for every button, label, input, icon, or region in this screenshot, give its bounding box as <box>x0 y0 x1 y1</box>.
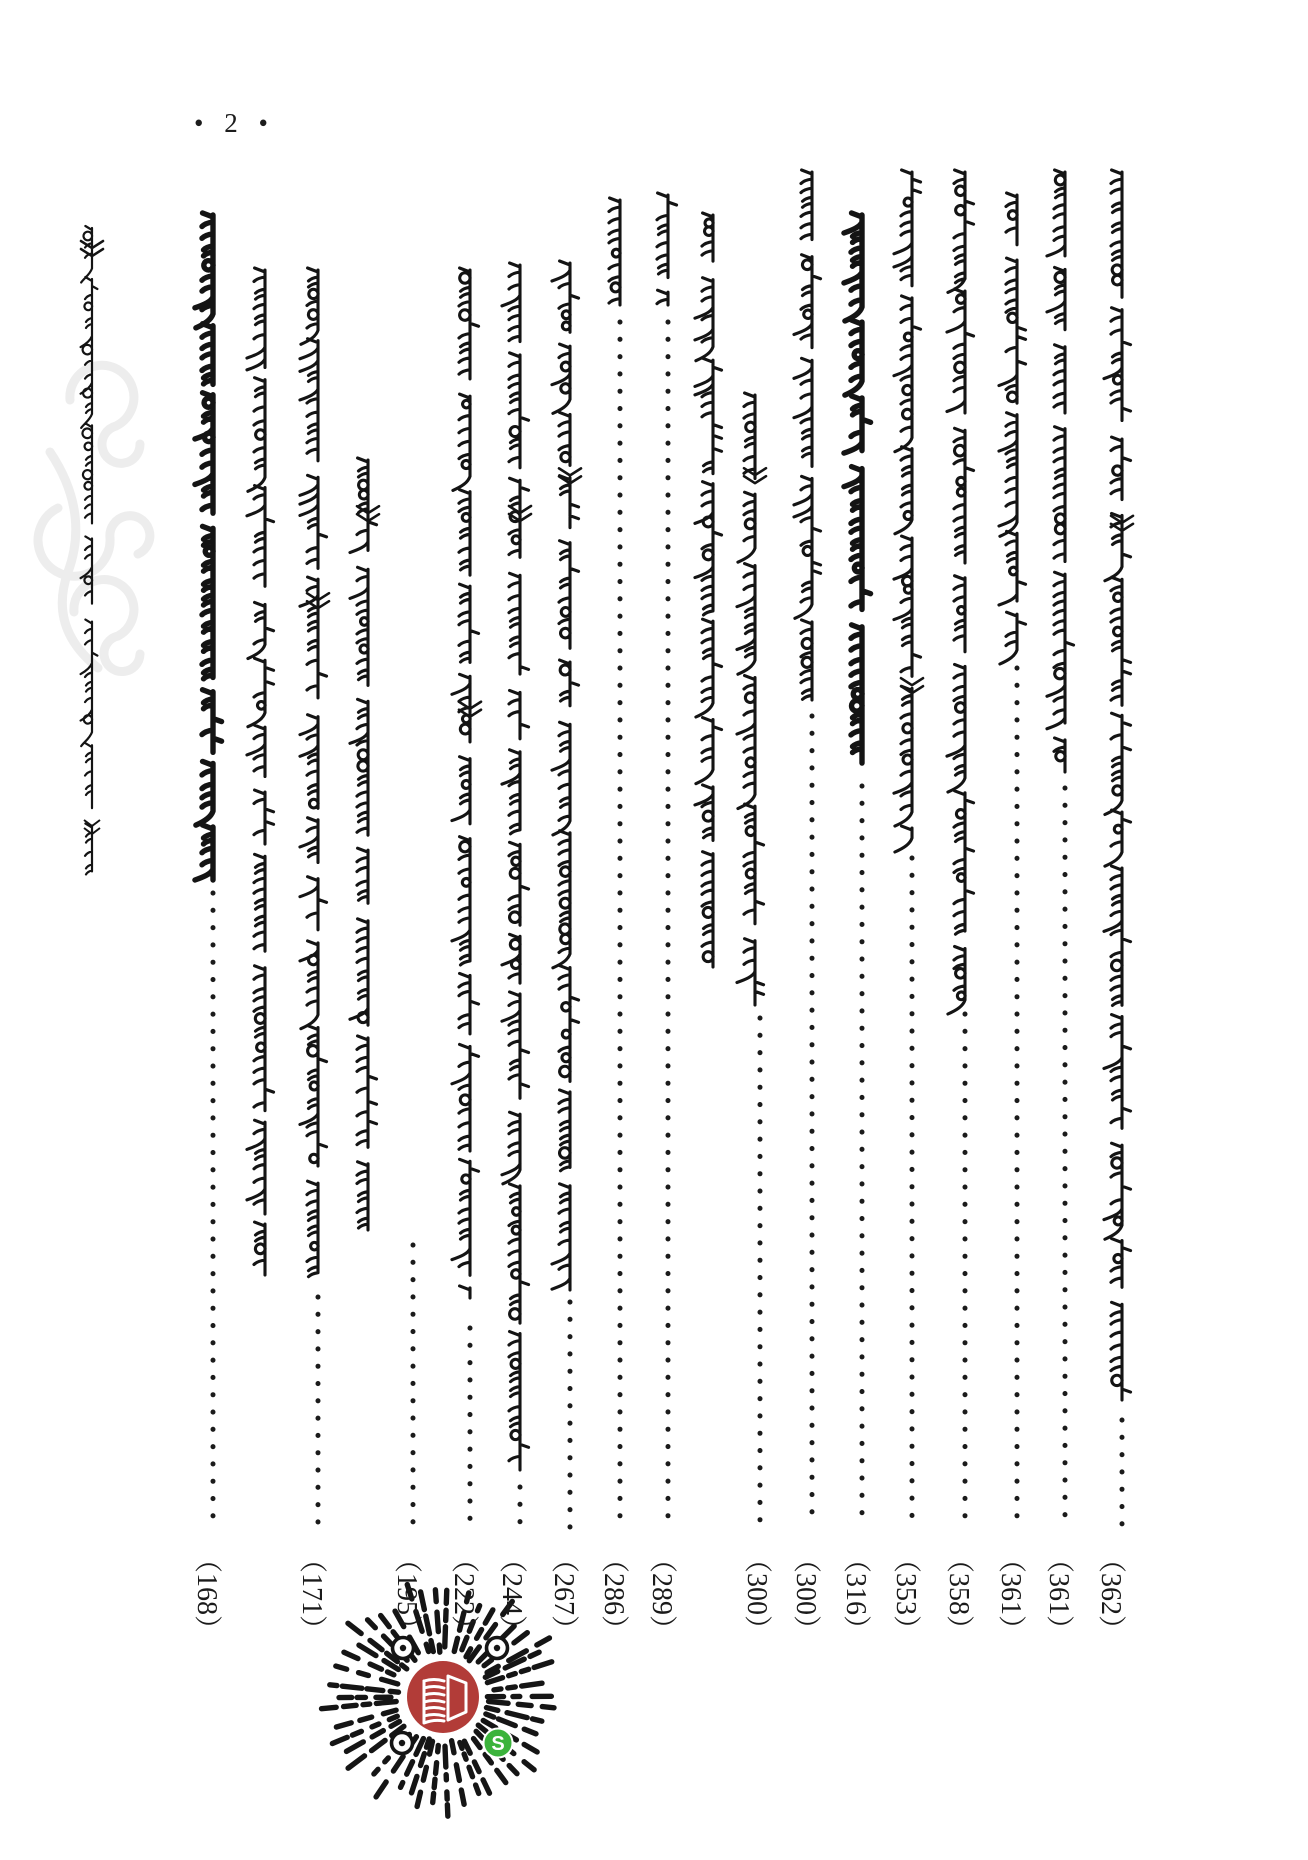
mongolian-script-line <box>947 170 974 1014</box>
toc-entry <box>844 213 871 1528</box>
toc-entry-page-number: （316） <box>840 1545 871 1644</box>
toc-entry <box>947 170 974 1528</box>
toc-entry <box>794 170 821 1528</box>
mongolian-script-line <box>452 268 481 1298</box>
mongolian-script-line <box>609 198 620 305</box>
toc-entry <box>657 193 677 1528</box>
mongolian-script-line <box>247 268 274 1275</box>
mongolian-script-line <box>1047 170 1074 772</box>
toc-entry <box>999 193 1026 1528</box>
mongolian-script-line <box>300 268 329 1277</box>
toc-entry-page-number: （222） <box>448 1545 479 1644</box>
mongolian-script-line <box>1104 170 1133 1400</box>
mongolian-script-line <box>695 213 722 967</box>
toc-entry-page-number: （300） <box>741 1545 772 1644</box>
margin-running-title <box>81 226 103 874</box>
toc-entry-page-number: （362） <box>1095 1545 1126 1644</box>
toc-entry <box>452 268 481 1528</box>
toc-entry <box>1104 170 1133 1528</box>
toc-entry-page-number: （195） <box>391 1545 422 1644</box>
toc-entry-page-number: （358） <box>943 1545 974 1644</box>
toc-entry <box>552 261 581 1528</box>
page-number-label: • 2 • <box>194 108 270 138</box>
toc-entry-page-number: （361） <box>995 1545 1026 1644</box>
toc-entry <box>1047 170 1074 1528</box>
mongolian-script-line <box>552 261 581 1290</box>
mongolian-script-line <box>794 170 821 700</box>
toc-entry <box>195 213 274 1528</box>
mongolian-script-line <box>502 263 531 1470</box>
mongolian-script-line <box>657 193 677 305</box>
toc-entry-page-number: （361） <box>1043 1545 1074 1644</box>
ornament-watermark <box>38 365 150 671</box>
toc-entry <box>695 213 766 1528</box>
mongolian-script-line <box>844 213 871 763</box>
toc-entry-page-number: （267） <box>548 1545 579 1644</box>
toc-entry <box>894 170 923 1528</box>
toc-entry-page-number: （286） <box>598 1545 629 1644</box>
mongolian-script-line <box>999 193 1026 664</box>
mongolian-script-line <box>81 226 103 874</box>
mongolian-script-line <box>195 213 222 880</box>
toc-entry <box>300 268 329 1528</box>
toc-entry-page-number: （300） <box>790 1545 821 1644</box>
toc-entry <box>609 198 620 1528</box>
toc-entry-page-number: （244） <box>496 1545 527 1644</box>
toc-entry-page-number: （289） <box>646 1545 677 1644</box>
badge-letter: S <box>491 1733 505 1755</box>
mongolian-script-line <box>894 170 923 852</box>
toc-entry-page-number: （171） <box>296 1545 327 1644</box>
toc-entry <box>350 458 413 1528</box>
toc-entry-page-number: （168） <box>191 1545 222 1644</box>
mongolian-script-line <box>350 458 379 1230</box>
toc-entry-page-number: （353） <box>890 1545 921 1644</box>
mongolian-script-line <box>737 393 766 1005</box>
toc-entry <box>502 263 531 1528</box>
